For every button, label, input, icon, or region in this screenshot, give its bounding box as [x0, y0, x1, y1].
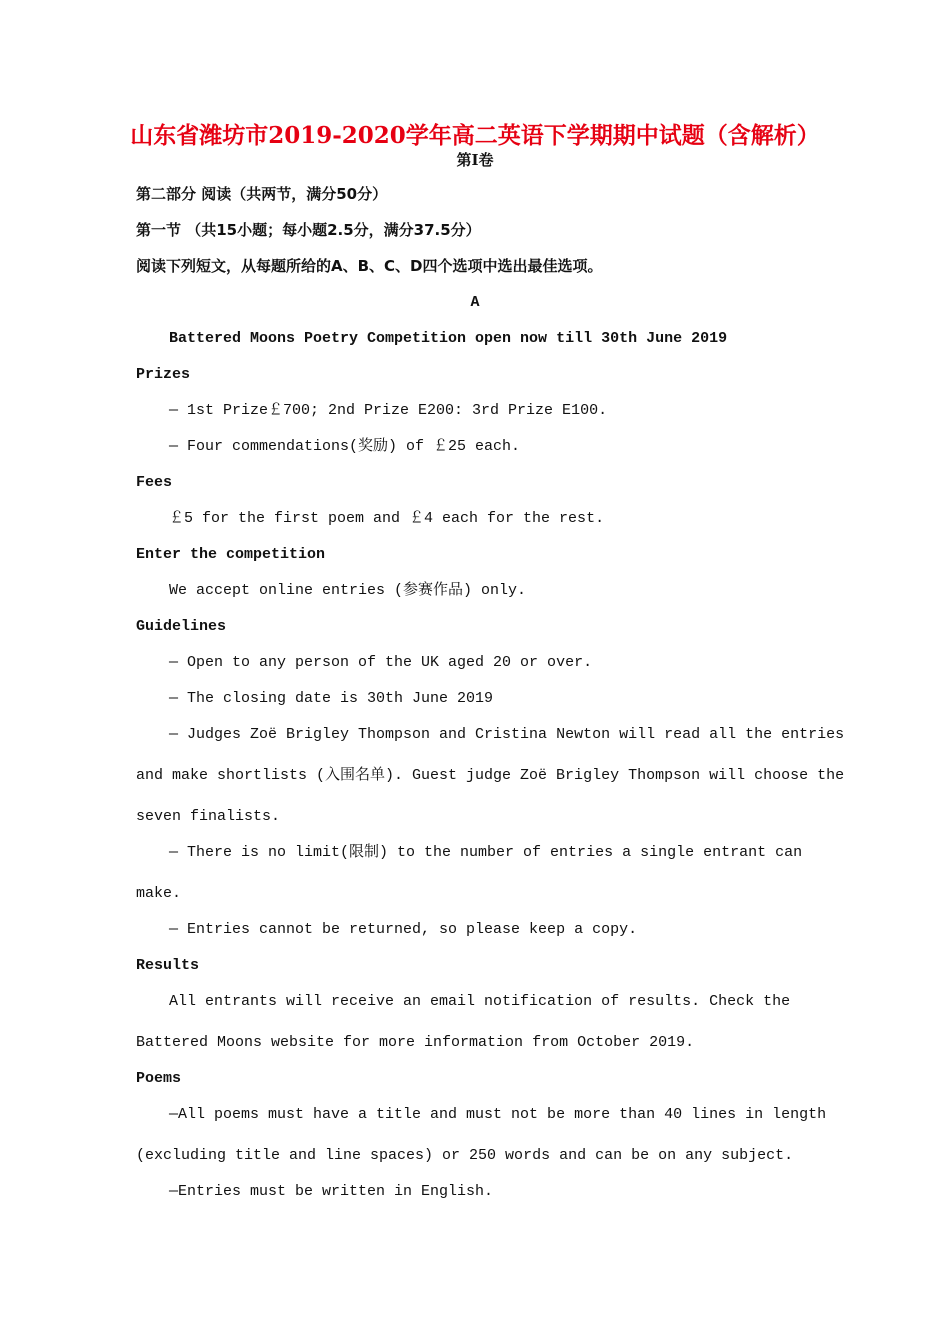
- poems-line-3: —Entries must be written in English.: [169, 1183, 494, 1200]
- results-line-1: All entrants will receive an email notification of results. Check the: [169, 993, 791, 1010]
- enter-line-1: We accept online entries (参赛作品) only.: [169, 582, 527, 599]
- guideline-3-line-3: seven finalists.: [136, 808, 281, 825]
- guidelines-heading: Guidelines: [136, 618, 227, 635]
- results-line-2: Battered Moons website for more information from October 2019.: [136, 1034, 695, 1051]
- guideline-4-line-2: make.: [136, 885, 182, 902]
- poems-line-2: (excluding title and line spaces) or 250 words and can be on any subject.: [136, 1147, 794, 1164]
- instruction-text: 阅读下列短文，从每题所给的A、B、C、D四个选项中选出最佳选项。: [136, 257, 603, 275]
- guideline-3-line-2: and make shortlists (入围名单). Guest judge Zoë Brigley Thompson will choose the: [136, 767, 845, 784]
- volume-label: 第Ⅰ卷: [456, 151, 494, 169]
- part-heading: 第二部分 阅读（共两节，满分50分）: [136, 185, 388, 203]
- poems-line-1: —All poems must have a title and must not be more than 40 lines in length: [169, 1106, 827, 1123]
- document-title: 山东省潍坊市2019-2020学年高二英语下学期期中试题（含解析）: [130, 122, 820, 149]
- prizes-line-2: — Four commendations(奖励) of ￡25 each.: [169, 438, 521, 455]
- guideline-4-line-1: — There is no limit(限制) to the number of entries a single entrant can: [169, 844, 803, 861]
- fees-line-1: ￡5 for the first poem and ￡4 each for the rest.: [169, 510, 605, 527]
- enter-heading: Enter the competition: [136, 546, 326, 563]
- poems-heading: Poems: [136, 1070, 182, 1087]
- fees-heading: Fees: [136, 474, 173, 491]
- prizes-line-1: — 1st Prize￡700; 2nd Prize E200: 3rd Prize E100.: [169, 402, 608, 419]
- prizes-heading: Prizes: [136, 366, 191, 383]
- guideline-5: — Entries cannot be returned, so please keep a copy.: [169, 921, 638, 938]
- passage-label: A: [470, 294, 480, 311]
- section-heading: 第一节 （共15小题；每小题2.5分，满分37.5分）: [136, 221, 481, 239]
- guideline-2: — The closing date is 30th June 2019: [169, 690, 494, 707]
- guideline-3-line-1: — Judges Zoë Brigley Thompson and Cristina Newton will read all the entries: [169, 726, 845, 743]
- guideline-1: — Open to any person of the UK aged 20 or over.: [169, 654, 593, 671]
- passage-title: Battered Moons Poetry Competition open now till 30th June 2019: [169, 330, 728, 347]
- results-heading: Results: [136, 957, 200, 974]
